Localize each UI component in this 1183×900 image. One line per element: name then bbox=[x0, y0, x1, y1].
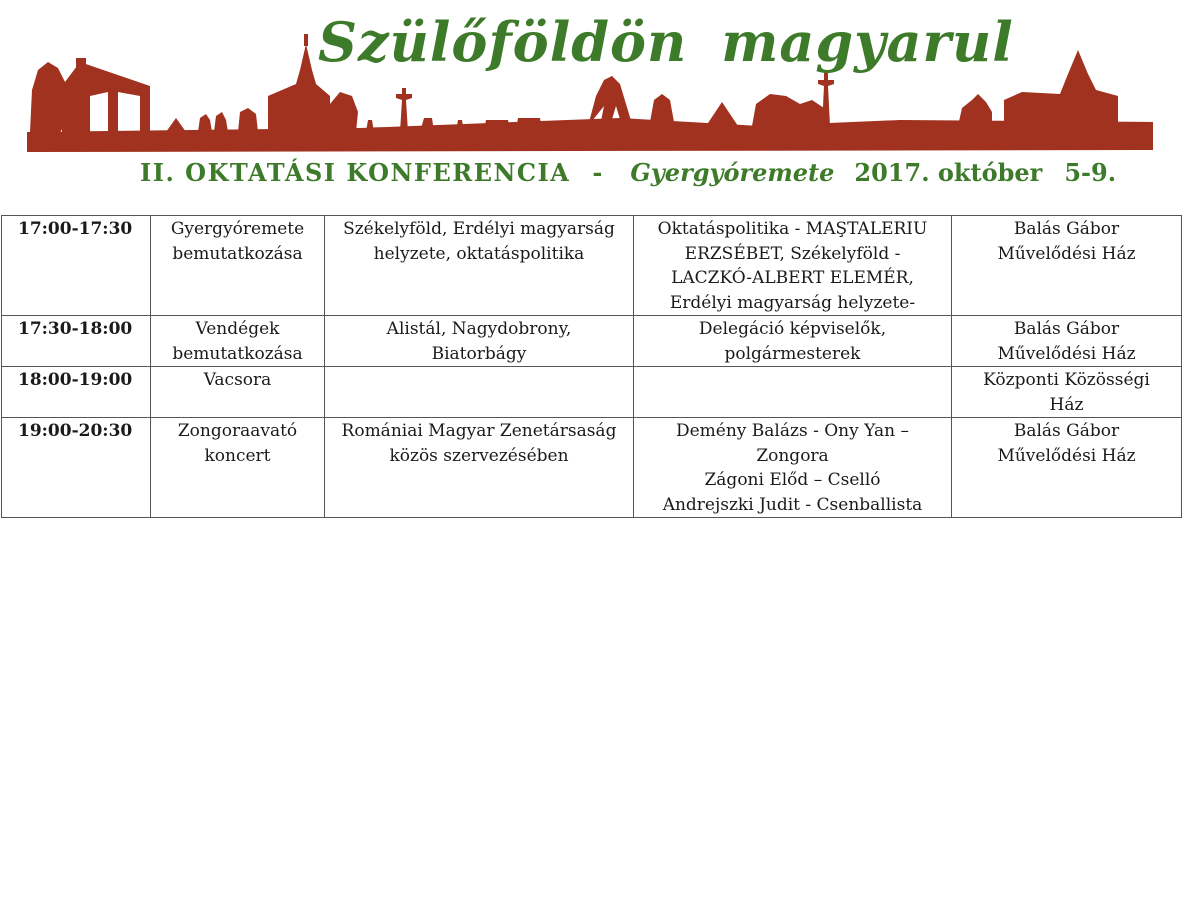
cell-text-line: ERZSÉBET, Székelyföld - bbox=[684, 243, 901, 264]
cell-text-line: bemutatkozása bbox=[172, 343, 303, 364]
cell-text-line: Balás Gábor bbox=[1013, 319, 1120, 339]
cell-text-line: Andrejszki Judit - Csenballista bbox=[662, 494, 923, 515]
wayside-cross-left bbox=[396, 88, 412, 132]
schedule-row bbox=[2, 418, 1182, 518]
subtitle-separator: - bbox=[592, 158, 603, 187]
cell-text-line: Demény Balázs - Ony Yan – bbox=[675, 421, 910, 441]
topic-cell bbox=[325, 216, 634, 316]
cell-text-line: Művelődési Ház bbox=[997, 445, 1136, 466]
conference-days: 5-9. bbox=[1064, 158, 1117, 187]
banner-title-word-2: magyarul bbox=[721, 10, 1014, 74]
cell-text-line: Gyergyóremete bbox=[170, 219, 305, 239]
topic-cell bbox=[325, 418, 634, 518]
szekely-gate bbox=[62, 62, 150, 132]
cell-text-line: polgármesterek bbox=[724, 343, 861, 364]
cell-text-line: Romániai Magyar Zenetársaság bbox=[341, 421, 617, 441]
schedule-row bbox=[2, 216, 1182, 316]
cell-text-line: Ház bbox=[1049, 394, 1084, 415]
presenters-cell bbox=[634, 216, 952, 316]
cell-text-line: Zágoni Előd – Cselló bbox=[704, 470, 881, 490]
time-cell: 17:30-18:00 bbox=[2, 316, 151, 367]
cell-text-line: Székelyföld, Erdélyi magyarság bbox=[343, 219, 615, 239]
church-right bbox=[1004, 50, 1118, 126]
cell-text-line: Delegáció képviselők, bbox=[698, 319, 887, 339]
tree-church bbox=[326, 92, 358, 132]
conference-date: 2017. október bbox=[854, 158, 1043, 187]
presenters-cell bbox=[634, 367, 952, 418]
cell-text-line: Zongoraavató bbox=[177, 421, 298, 441]
standing-figures bbox=[650, 94, 674, 122]
cell-text-line: Biatorbágy bbox=[431, 343, 527, 364]
time-cell: 17:00-17:30 bbox=[2, 216, 151, 316]
cell-text-line: Erdélyi magyarság helyzete- bbox=[669, 292, 916, 313]
cell-text-line: Művelődési Ház bbox=[997, 243, 1136, 264]
cell-text-line: Művelődési Ház bbox=[997, 343, 1136, 364]
cell-text-line: Vendégek bbox=[195, 319, 280, 339]
cell-text-line: közös szervezésében bbox=[389, 445, 569, 466]
cell-text-line: Oktatáspolitika - MAŞTALERIU bbox=[657, 219, 928, 239]
topic-cell bbox=[325, 367, 634, 418]
banner-title-word-1: Szülőföldön bbox=[318, 10, 688, 74]
time-cell: 19:00-20:30 bbox=[2, 418, 151, 518]
cell-text-line: Alistál, Nagydobrony, bbox=[386, 319, 572, 339]
conference-location: Gyergyóremete bbox=[630, 158, 835, 187]
cell-text-line: bemutatkozása bbox=[172, 243, 303, 264]
cell-text-line: Központi Közösségi bbox=[983, 370, 1150, 390]
dancing-couple bbox=[588, 76, 632, 126]
conference-name: II. OKTATÁSI KONFERENCIA bbox=[140, 158, 571, 187]
small-shelter bbox=[166, 118, 186, 132]
church-cross bbox=[304, 34, 308, 46]
haystack bbox=[706, 102, 738, 126]
cell-text-line: Balás Gábor bbox=[1013, 219, 1120, 239]
cell-text-line: Vacsora bbox=[203, 370, 272, 390]
tree-cluster bbox=[752, 94, 828, 126]
horse-rider bbox=[958, 94, 992, 126]
conference-subtitle bbox=[140, 158, 1116, 192]
cell-text-line: helyzete, oktatáspolitika bbox=[373, 243, 585, 264]
venue-cell bbox=[952, 367, 1182, 418]
event-cell bbox=[151, 418, 325, 518]
schedule-body bbox=[2, 216, 1182, 518]
venue-cell bbox=[952, 418, 1182, 518]
cell-text-line: koncert bbox=[204, 445, 271, 466]
walking-figures bbox=[198, 108, 258, 132]
gate-roof-peak bbox=[76, 58, 86, 68]
time-cell: 18:00-19:00 bbox=[2, 367, 151, 418]
event-cell bbox=[151, 367, 325, 418]
schedule-table bbox=[1, 215, 1182, 518]
event-cell bbox=[151, 316, 325, 367]
banner-title bbox=[318, 10, 1014, 74]
event-cell bbox=[151, 216, 325, 316]
conference-banner bbox=[0, 0, 1183, 212]
schedule-row bbox=[2, 367, 1182, 418]
venue-cell bbox=[952, 216, 1182, 316]
cell-text-line: Zongora bbox=[756, 445, 829, 466]
presenters-cell bbox=[634, 316, 952, 367]
cell-text-line: LACZKÓ-ALBERT ELEMÉR, bbox=[671, 268, 914, 288]
topic-cell bbox=[325, 316, 634, 367]
venue-cell bbox=[952, 316, 1182, 367]
presenters-cell bbox=[634, 418, 952, 518]
schedule-row bbox=[2, 316, 1182, 367]
cell-text-line: Balás Gábor bbox=[1013, 421, 1120, 441]
